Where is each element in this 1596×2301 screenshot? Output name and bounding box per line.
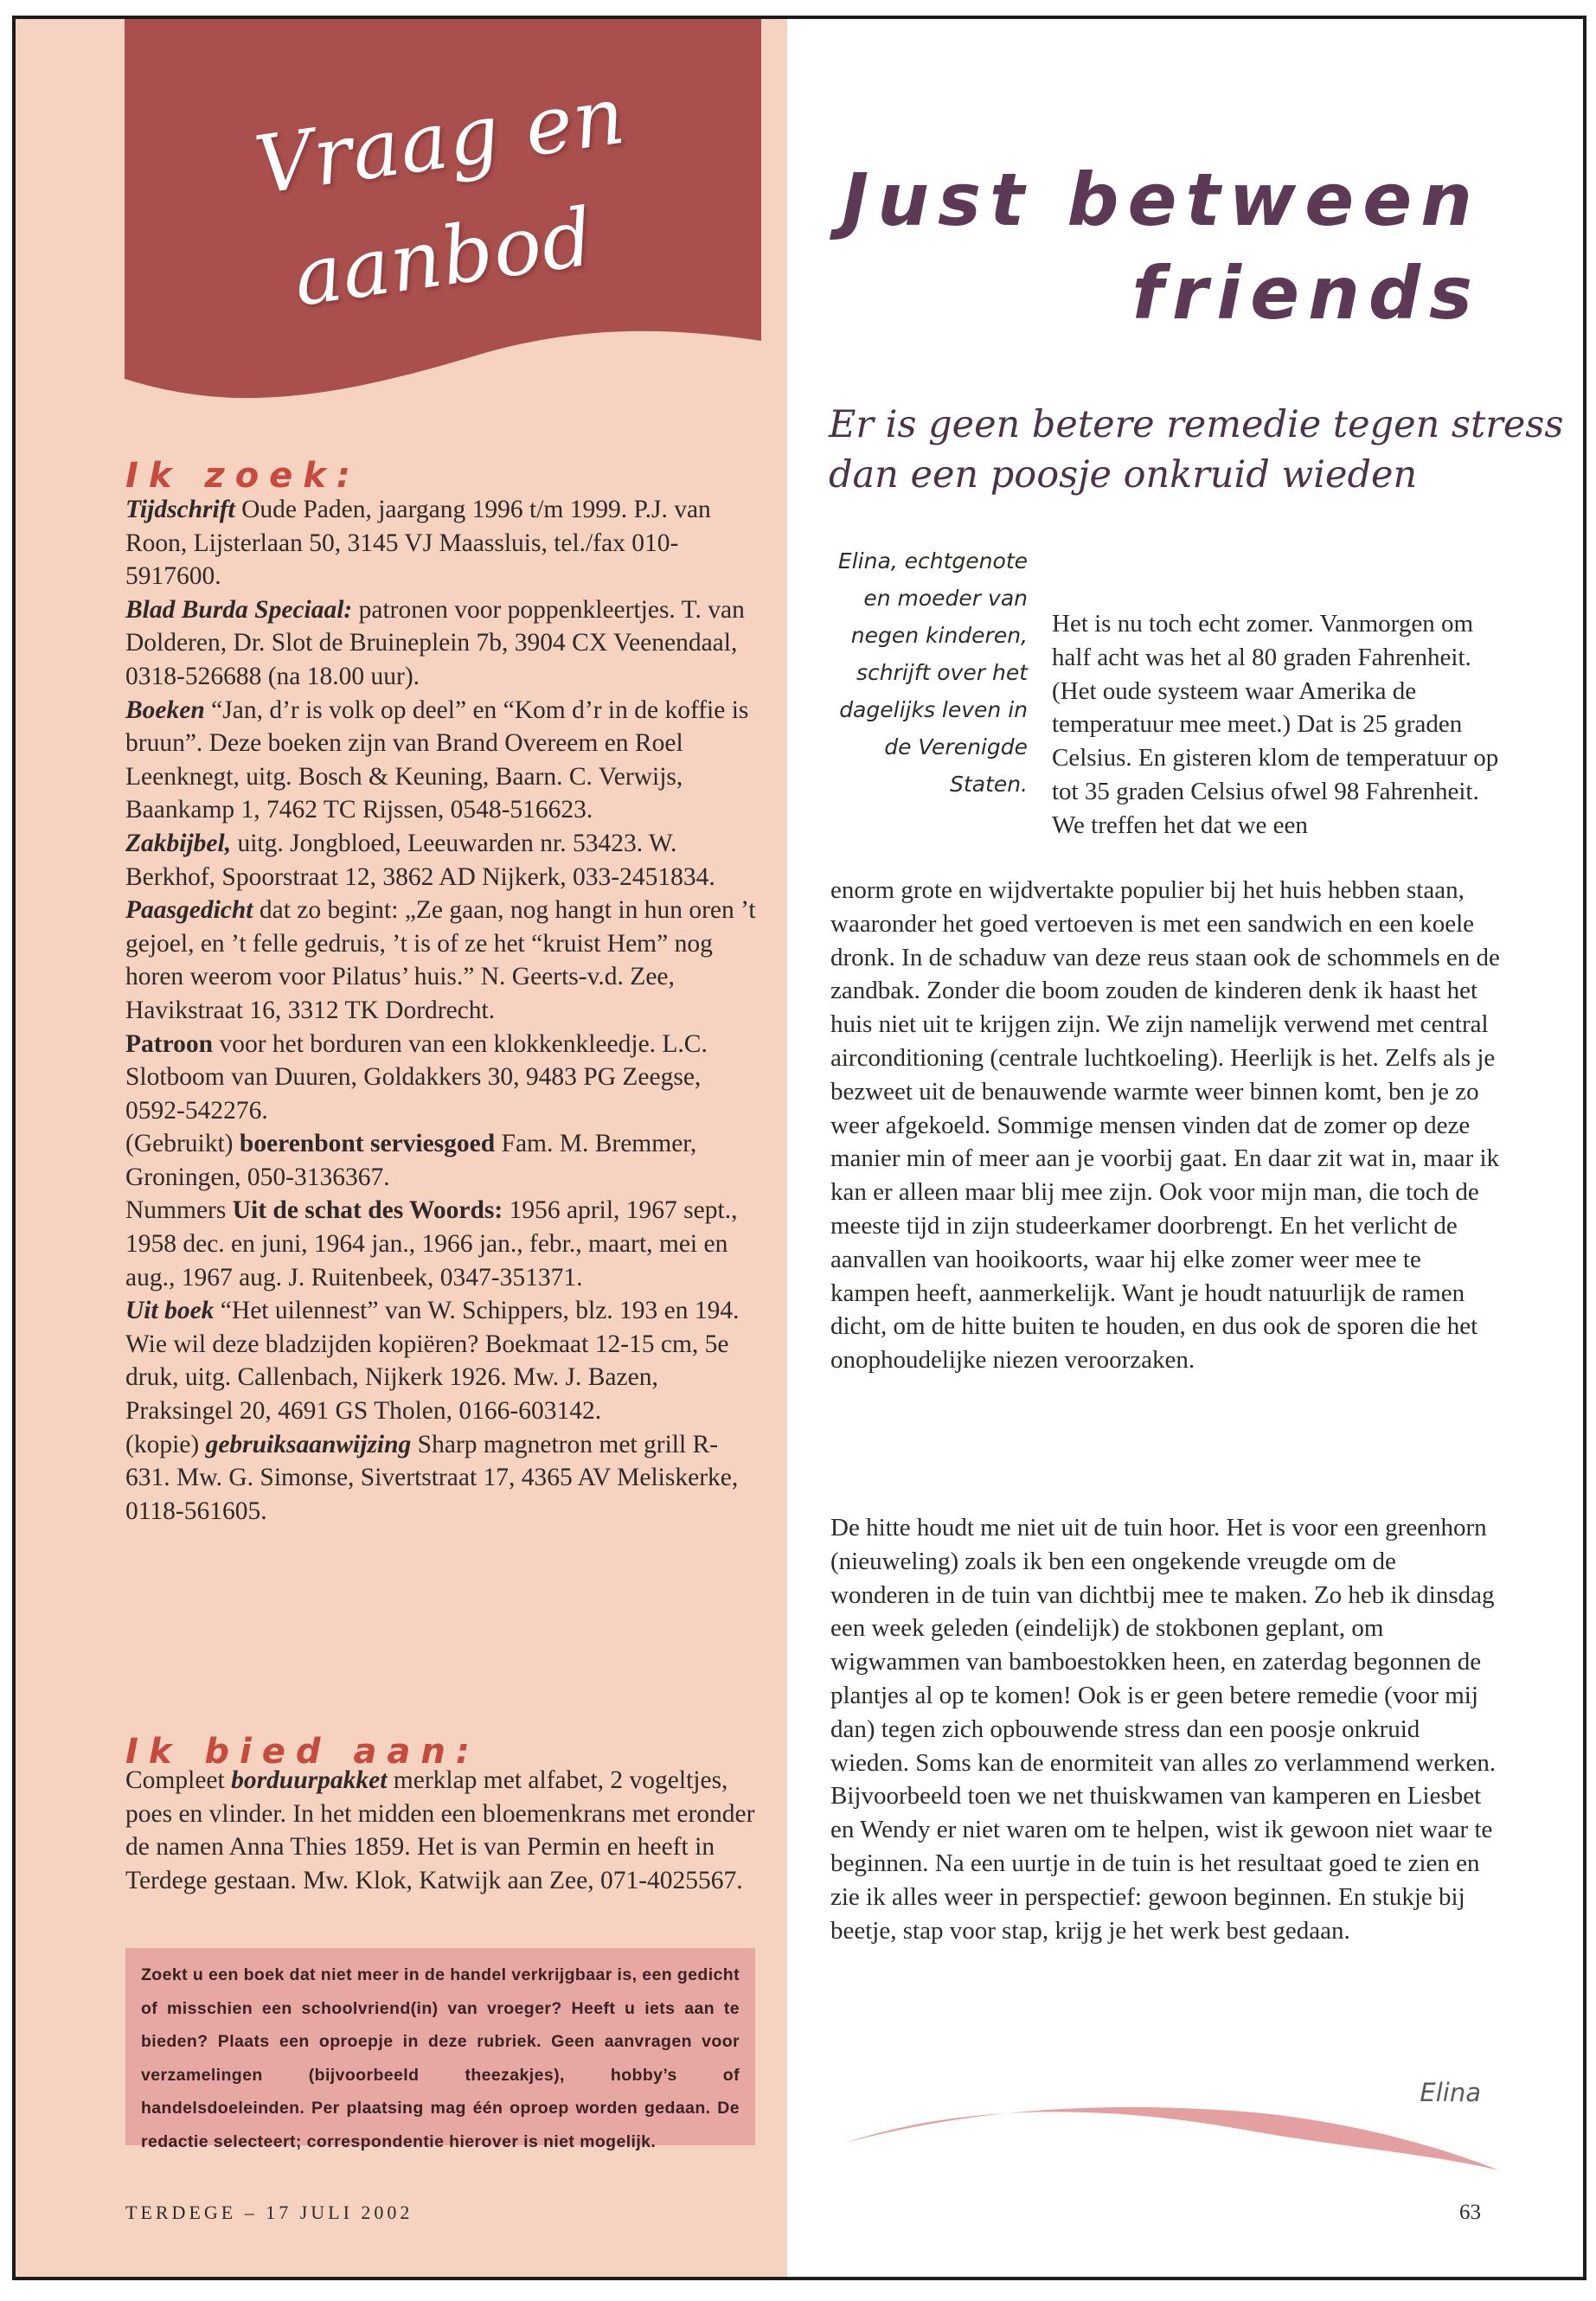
ad-keyword: Zakbijbel, bbox=[125, 829, 232, 857]
ad-keyword: Uit boek bbox=[125, 1297, 215, 1325]
ad-text: “Jan, d’r is volk op deel” en “Kom d’r in de koffie is bruun”. Deze boeken zijn van Brand Overeem en Roel Leenknegt, uitg. Bosch & Keuning, Baarn. C. Verwijs, Baankamp 1, 7462 TC Rijssen, 0548-516623. bbox=[125, 695, 749, 824]
magazine-footer: TERDEGE – 17 JULI 2002 bbox=[125, 2202, 413, 2223]
banner-title-line2: aanbod bbox=[288, 190, 599, 324]
article-subtitle: Er is geen betere remedie tegen stress dan een poosje onkruid wieden bbox=[829, 403, 1564, 497]
author-byline: Elina, echtgenote en moeder van negen kinderen, schrijft over het dagelijks leven in de Verenigde Staten. bbox=[837, 548, 1028, 797]
article-paragraph-1: enorm grote en wijdvertakte populier bij het huis hebben staan, waaronder het goed vertoeven is met een sandwich en een koele dronk. In de schaduw van deze reus staan ook de schommels en de zandbak. Zonder die boom zouden de kinderen denk ik haast het huis niet uit te krijgen zijn. We zijn namelijk verwend met central airconditioning (centrale luchtkoeling). Heerlijk is het. Zelfs als je bezweet uit de benauwende warmte weer binnen komt, ben je zo weer afgekoeld. Sommige mensen vinden dat de zomer op deze manier min of meer aan je voorbij gaat. En daar zit wat in, maar ik kan er alleen maar blij mee zijn. Ook voor mijn man, die toch de meeste tijd in zijn studeerkamer doorbrengt. En het verlicht de aanvallen van hooikoorts, waar hij elke zomer weer mee te kampen heeft, aanmerkelijk. Want je houdt natuurlijk de ramen dicht, om de hitte buiten te houden, en dus ook de sporen die het onophoudelijke niezen veroorzaken. bbox=[830, 876, 1500, 1375]
ad-keyword: Paasgedicht bbox=[125, 896, 253, 925]
classified-ad bbox=[125, 694, 757, 827]
ad-keyword: boerenbont serviesgoed bbox=[239, 1130, 496, 1158]
classified-ad bbox=[125, 1028, 757, 1128]
classified-ad bbox=[125, 827, 757, 894]
ad-keyword: Tijdschrift bbox=[125, 496, 235, 523]
ik-zoek-heading: Ik zoek: bbox=[125, 456, 361, 496]
magazine-page bbox=[12, 16, 1586, 2280]
classified-ad bbox=[125, 1764, 757, 1897]
classified-ad bbox=[125, 1127, 757, 1194]
article-paragraph-2: De hitte houdt me niet uit de tuin hoor. Het is voor een greenhorn (nieuweling) zoals ik ben een ongekende vreugde om de wonderen in de tuin van dichtbij mee te maken. Zo heb ik dinsdag een week geleden (eindelijk) de stokbonen geplant, om wigwammen van bamboestokken heen, en zaterdag begonnen de plantjes al op te komen! Ook is er geen betere remedie (voor mij dan) tegen zich opbouwende stress dan een poosje onkruid wieden. Soms kan de enormiteit van alles zo verlammend werken. Bijvoorbeeld toen we net thuiskwamen van kamperen en Liesbet en Wendy er niet waren om te helpen, wist ik gewoon niet waar te beginnen. Na een uurtje in de tuin is het resultaat goed te zien en zie ik alles weer in perspectief: gewoon beginnen. En stukje bij beetje, stap voor stap, krijg je het werk best gedaan. bbox=[830, 1514, 1497, 1945]
left-column bbox=[16, 19, 787, 2277]
ad-text: patronen voor poppenkleertjes. T. van Dolderen, Dr. Slot de Bruineplein 7b, 3904 CX Veenendaal, 0318-526688 (na 18.00 uur). bbox=[125, 595, 745, 690]
ad-text: merklap met alfabet, 2 vogeltjes, poes en vlinder. In het midden een bloemenkrans met eronder de namen Anna Thies 1859. Het is van Permin en heeft in Terdege gestaan. Mw. Klok, Katwijk aan Zee, 071-4025567. bbox=[125, 1766, 755, 1894]
classified-ad bbox=[125, 593, 757, 694]
author-signature: Elina bbox=[1420, 2078, 1481, 2107]
ad-prefix: (Gebruikt) bbox=[125, 1130, 240, 1158]
ad-keyword: gebruiksaanwijzing bbox=[205, 1430, 412, 1458]
column-title-line1: Just between bbox=[841, 157, 1481, 242]
ad-text: dat zo begint: „Ze gaan, nog hangt in hun oren ’t gejoel, en ’t felle gedruis, ’t is of ze het “kruist Hem” nog horen weerom voor Pilatus’ huis.” N. Geerts-v.d. Zee, Havikstraat 16, 3312 TK Dordrecht. bbox=[125, 896, 756, 1024]
ad-text: uitg. Jongbloed, Leeuwarden nr. 53423. W. Berkhof, Spoorstraat 12, 3862 AD Nijkerk, 033-2451834. bbox=[125, 829, 715, 891]
ad-text: “Het uilennest” van W. Schippers, blz. 193 en 194. Wie wil deze bladzijden kopiëren? Boekmaat 12-15 cm, 5e druk, uitg. Callenbach, Nijkerk 1926. Mw. J. Bazen, Praksingel 20, 4691 GS Tholen, 0166-603142. bbox=[125, 1297, 740, 1426]
ad-text: 1956 april, 1967 sept., 1958 dec. en juni, 1964 jan., 1966 jan., febr., maart, mei en aug., 1967 aug. J. Ruitenbeek, 0347-351371. bbox=[125, 1196, 738, 1292]
classified-ad bbox=[125, 1428, 757, 1529]
submission-notice: Zoekt u een boek dat niet meer in de handel verkrijgbaar is, een gedicht of misschien een schoolvriend(in) van vroeger? Heeft u iets aan te bieden? Plaats een oproepje in deze rubriek. Geen aanvragen voor verzamelingen (bijvoorbeeld theezakjes), hobby’s of handelsdoeleinden. Per plaatsing mag één oproep worden gedaan. De redactie selecteert; correspondentie hierover is niet mogelijk. bbox=[125, 1948, 755, 2145]
classified-ad bbox=[125, 1194, 757, 1294]
ad-keyword: Boeken bbox=[125, 695, 205, 724]
column-title bbox=[842, 153, 1481, 340]
ad-text: Oude Paden, jaargang 1996 t/m 1999. P.J. van Roon, Lijsterlaan 50, 3145 VJ Maassluis, tel./fax 010-5917600. bbox=[125, 496, 711, 591]
ad-text: Fam. M. Bremmer, Groningen, 050-3136367. bbox=[125, 1130, 697, 1191]
ad-text: Sharp magnetron met grill R-631. Mw. G. Simonse, Sivertstraat 17, 4365 AV Meliskerke, 0118-561605. bbox=[125, 1430, 739, 1525]
ik-bied-aan-ads bbox=[125, 1764, 757, 1897]
ad-keyword: borduurpakket bbox=[231, 1766, 388, 1794]
ad-prefix: Nummers bbox=[125, 1196, 233, 1225]
decorative-swoosh bbox=[837, 2091, 1512, 2186]
ad-keyword: Blad Burda Speciaal: bbox=[125, 595, 353, 624]
ad-text: voor het borduren van een klokkenkleedje. L.C. Slotboom van Duuren, Goldakkers 30, 9483 PG Zeegse, 0592-542276. bbox=[125, 1029, 708, 1125]
vraag-en-aanbod-banner bbox=[125, 19, 761, 426]
ik-zoek-ads bbox=[125, 493, 757, 1528]
ad-keyword: Patroon bbox=[125, 1029, 214, 1058]
ik-bied-aan-heading: Ik bied aan: bbox=[125, 1732, 480, 1772]
column-title-line2: friends bbox=[1131, 251, 1481, 336]
banner-title-line1: Vraag en bbox=[249, 68, 631, 213]
ad-prefix: Compleet bbox=[125, 1766, 232, 1794]
classified-ad bbox=[125, 894, 757, 1027]
classified-ad bbox=[125, 1294, 757, 1427]
ad-keyword: Uit de schat des Woords: bbox=[232, 1196, 503, 1225]
ad-prefix: (kopie) bbox=[125, 1430, 206, 1458]
article-paragraph-intro: Het is nu toch echt zomer. Vanmorgen om half acht was het al 80 graden Fahrenheit. (Het oude systeem waar Amerika de temperatuur mee meet.) Dat is 25 graden Celsius. En gisteren klom de temperatuur op tot 35 graden Celsius ofwel 98 Fahrenheit. We treffen het dat we een bbox=[1052, 610, 1499, 839]
page-number: 63 bbox=[1459, 2201, 1481, 2224]
classified-ad bbox=[125, 493, 757, 593]
